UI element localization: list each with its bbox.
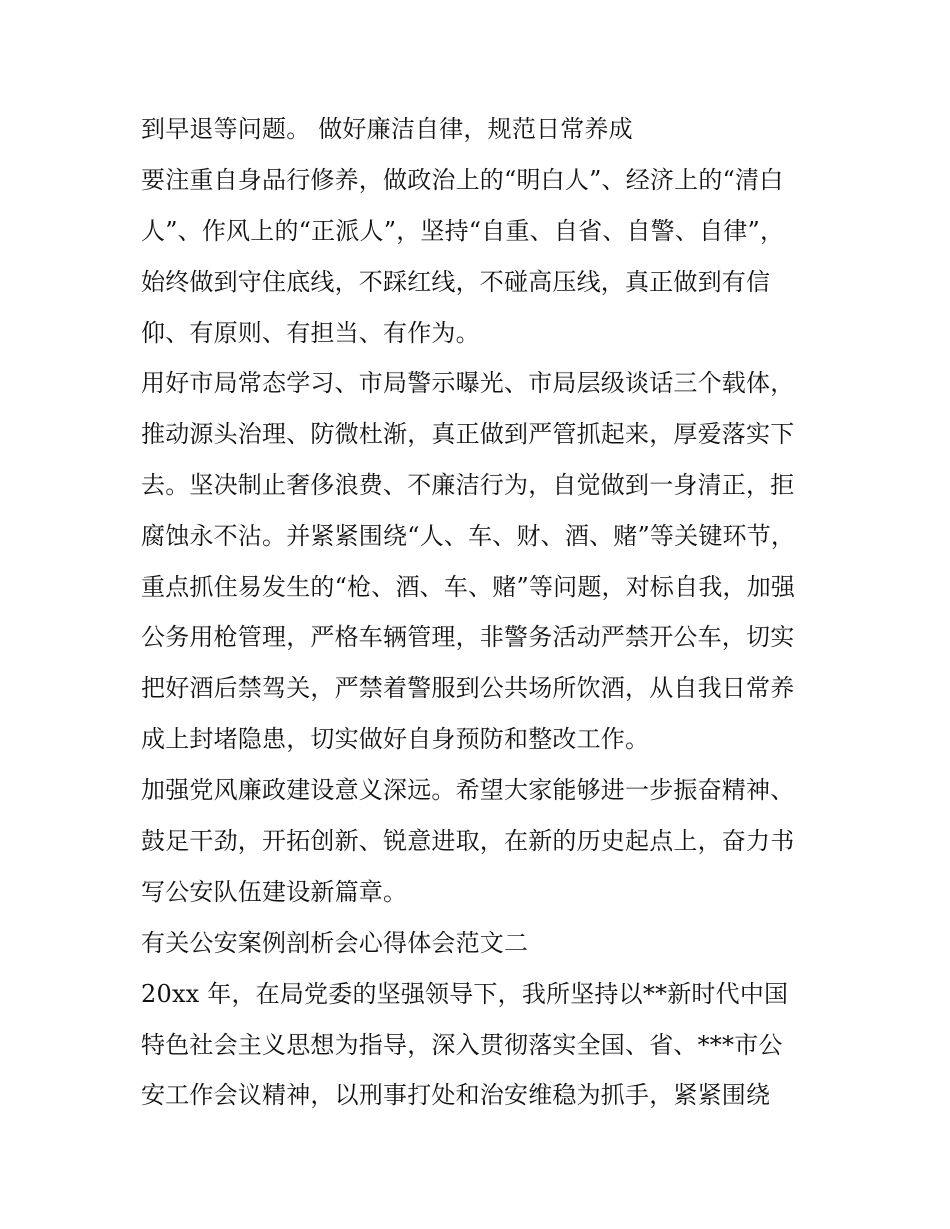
text-line: 20xx 年，在局党委的坚强领导下，我所坚持以**新时代中国 — [141, 980, 789, 1008]
text-line: 安工作会议精神，以刑事打处和治安维稳为抓手，紧紧围绕 — [141, 1081, 771, 1109]
text-line: 特色社会主义思想为指导，深入贯彻落实全国、省、***市公 — [141, 1031, 783, 1059]
text-line: 加强党风廉政建设意义深远。希望大家能够进一步振奋精神、 — [141, 776, 795, 804]
text-line: 重点抓住易发生的“枪、酒、车、赌”等问题，对标自我，加强 — [141, 573, 796, 601]
text-line: 人”、作风上的“正派人”，坚持“自重、自省、自警、自律”， — [141, 217, 785, 245]
text-line: 把好酒后禁驾关，严禁着警服到公共场所饮酒，从自我日常养 — [141, 674, 795, 702]
text-line: 鼓足干劲，开拓创新、锐意进取，在新的历史起点上，奋力书 — [141, 827, 795, 855]
text-line: 始终做到守住底线，不踩红线，不碰高压线，真正做到有信 — [141, 268, 771, 296]
text-line: 成上封堵隐患，切实做好自身预防和整改工作。 — [141, 725, 650, 753]
text-line: 推动源头治理、防微杜渐，真正做到严管抓起来，厚爱落实下 — [141, 420, 795, 448]
text-line: 要注重自身品行修养，做政治上的“明白人”、经济上的“清白 — [141, 166, 784, 194]
text-line: 到早退等问题。 做好廉洁自律，规范日常养成 — [141, 115, 633, 143]
text-line: 腐蚀永不沾。并紧紧围绕“人、车、财、酒、赌”等关键环节， — [141, 522, 796, 550]
text-line: 公务用枪管理，严格车辆管理，非警务活动严禁开公车，切实 — [141, 623, 795, 651]
text-line: 用好市局常态学习、市局警示曝光、市局层级谈话三个载体， — [141, 369, 795, 397]
text-line: 去。坚决制止奢侈浪费、不廉洁行为，自觉做到一身清正，拒 — [141, 471, 795, 499]
section-heading: 有关公安案例剖析会心得体会范文二 — [141, 929, 529, 957]
text-line: 写公安队伍建设新篇章。 — [141, 878, 408, 906]
text-line: 仰、有原则、有担当、有作为。 — [141, 319, 480, 347]
